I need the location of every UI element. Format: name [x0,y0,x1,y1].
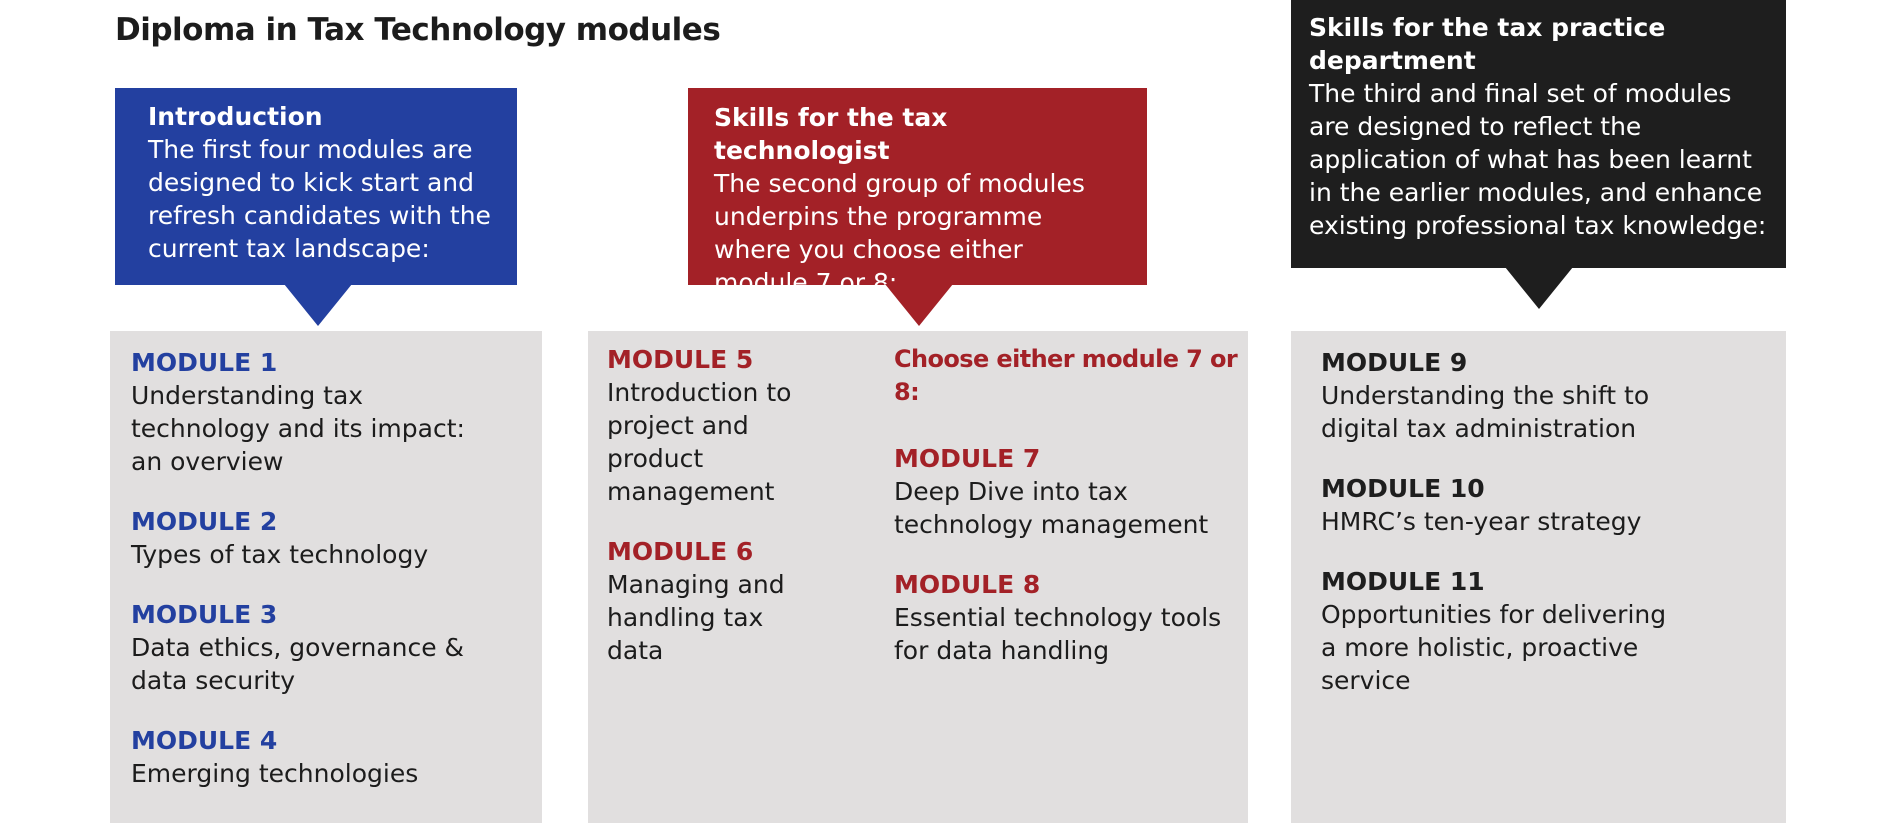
practice-modules-panel [1291,331,1786,823]
intro-pointer [284,284,352,326]
module-9 [1321,346,1771,445]
technologist-text: The second group of modules underpins the programme where you choose either module 7 or 8: [714,169,1085,297]
choose-label: Choose either module 7 or 8: [894,345,1238,406]
module-1-desc: Understanding tax technology and its impact: an overview [131,381,465,476]
module-2-desc: Types of tax technology [131,540,429,569]
module-9-desc: Understanding the shift to digital tax administration [1321,381,1650,443]
module-10-label: MODULE 10 [1321,474,1485,503]
technologist-callout [688,88,1147,297]
module-2-label: MODULE 2 [131,507,278,536]
module-5-label: MODULE 5 [607,345,754,374]
module-8 [894,568,1244,667]
module-10 [1321,472,1771,538]
intro-heading: Introduction [148,102,323,131]
module-7 [894,442,1244,541]
module-6-label: MODULE 6 [607,537,754,566]
intro-callout [115,88,517,285]
module-7-desc: Deep Dive into tax technology management [894,477,1209,539]
module-2 [131,505,531,571]
module-10-desc: HMRC’s ten-year strategy [1321,507,1642,536]
module-3-label: MODULE 3 [131,600,278,629]
module-6-desc: Managing and handling tax data [607,570,785,665]
intro-text: The first four modules are designed to kick start and refresh candidates with the current tax landscape: [148,135,491,263]
module-8-desc: Essential technology tools for data handling [894,603,1222,665]
module-3-desc: Data ethics, governance & data security [131,633,465,695]
module-4-label: MODULE 4 [131,726,278,755]
module-6 [607,535,877,667]
module-11-label: MODULE 11 [1321,567,1485,596]
module-3 [131,598,531,697]
module-8-label: MODULE 8 [894,570,1041,599]
practice-text: The third and final set of modules are designed to reflect the application of what has been learnt in the earlier modules, and enhance existing professional tax knowledge: [1309,79,1767,240]
module-1 [131,346,531,478]
module-5 [607,343,877,508]
module-4 [131,724,531,790]
module-1-label: MODULE 1 [131,348,278,377]
technologist-heading: Skills for the tax technologist [714,103,948,165]
technologist-pointer [885,284,953,326]
page-title: Diploma in Tax Technology modules [115,12,721,48]
module-9-label: MODULE 9 [1321,348,1468,377]
practice-heading: Skills for the tax practice department [1309,13,1666,75]
intro-modules-panel [110,331,542,823]
practice-callout [1291,0,1786,268]
module-11-desc: Opportunities for delivering a more holistic, proactive service [1321,600,1667,695]
practice-pointer [1505,267,1573,309]
module-7-label: MODULE 7 [894,444,1041,473]
module-11 [1321,565,1771,697]
module-5-desc: Introduction to project and product management [607,378,792,506]
module-4-desc: Emerging technologies [131,759,419,788]
technologist-modules-panel [588,331,1248,823]
